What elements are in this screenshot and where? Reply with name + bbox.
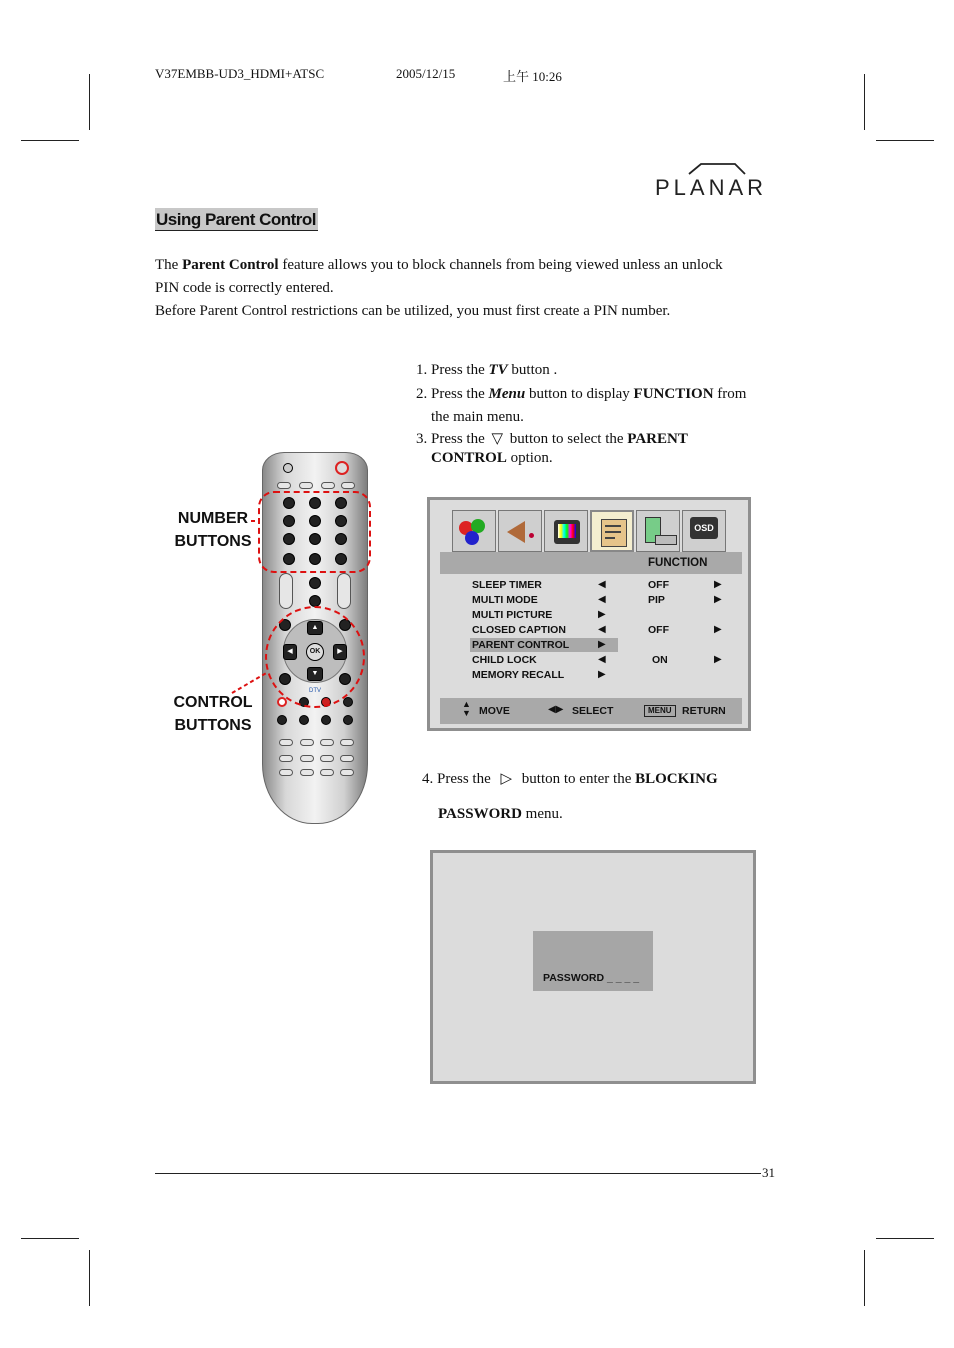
doc-date: 2005/12/15: [396, 66, 456, 81]
dtv-label: DTV: [309, 688, 321, 694]
value-sleep-timer: OFF: [648, 579, 669, 591]
step-2: 2. Press the Menu button to display FUNCTION from: [416, 386, 747, 402]
doc-id: V37EMBB-UD3_HDMI+ATSC: [155, 66, 325, 81]
menu-footer: [440, 698, 742, 724]
menu-key-icon: MENU: [644, 705, 676, 717]
menu-item-memory-recall: MEMORY RECALL: [472, 669, 565, 681]
left-right-icon: ◀▶: [548, 704, 564, 715]
step-3: 3. Press the ▽ button to select the PARENT: [416, 431, 688, 447]
picture-tab-icon: [452, 510, 496, 552]
menu-item-multi-mode: MULTI MODE: [472, 594, 538, 606]
osd-tab-icon: OSD: [682, 510, 726, 552]
down-arrow-icon: ▼: [307, 667, 323, 681]
right-arrow-icon: ▶: [714, 579, 722, 590]
right-arrow-icon: ▶: [598, 639, 606, 650]
step-3-cont: CONTROL option.: [431, 450, 553, 466]
menu-title-bar: [440, 552, 742, 574]
right-arrow-icon: ▶: [598, 609, 606, 620]
right-arrow-icon: ▶: [714, 624, 722, 635]
step-2-cont: the main menu.: [431, 409, 524, 425]
ok-button: OK: [306, 643, 324, 661]
menu-item-parent-control: PARENT CONTROL: [472, 639, 570, 651]
step-4-cont: PASSWORD menu.: [438, 806, 563, 822]
menu-item-sleep-timer: SLEEP TIMER: [472, 579, 542, 591]
right-arrow-icon: ▶: [714, 654, 722, 665]
number-buttons-label: NUMBER BUTTONS: [174, 510, 252, 550]
left-arrow-icon: ◀: [598, 654, 606, 665]
menu-item-multi-picture: MULTI PICTURE: [472, 609, 553, 621]
menu-item-closed-caption: CLOSED CAPTION: [472, 624, 566, 636]
logo-text: PLANAR: [655, 175, 768, 200]
password-label: PASSWORD _ _ _ _: [543, 972, 640, 984]
page-number: 31: [762, 1165, 775, 1180]
audio-tab-icon: [498, 510, 542, 552]
up-down-icon: ▲ ▼: [462, 699, 471, 718]
pc-tab-icon: [636, 510, 680, 552]
value-child-lock: ON: [652, 654, 668, 666]
right-triangle-icon: ▷: [500, 771, 513, 787]
menu-title: FUNCTION: [648, 557, 708, 569]
section-title: Using Parent Control: [156, 210, 317, 229]
value-closed-caption: OFF: [648, 624, 669, 636]
right-arrow-icon: ▶: [333, 644, 347, 660]
function-menu-screen: [427, 497, 751, 731]
menu-item-child-lock: CHILD LOCK: [472, 654, 537, 666]
step-1: 1. Press the TV button .: [416, 362, 558, 378]
footer-return: RETURN: [682, 705, 726, 717]
footer-rule: [155, 1173, 761, 1174]
left-arrow-icon: ◀: [598, 594, 606, 605]
up-arrow-icon: ▲: [307, 621, 323, 635]
doc-time: 上午 10:26: [503, 69, 562, 84]
down-triangle-icon: ▽: [491, 431, 504, 447]
right-arrow-icon: ▶: [714, 594, 722, 605]
value-multi-mode: PIP: [648, 594, 665, 606]
footer-move: MOVE: [479, 705, 510, 717]
step-4: 4. Press the ▷ button to enter the BLOCKING: [422, 771, 718, 787]
left-arrow-icon: ◀: [598, 624, 606, 635]
tv-tab-icon: [544, 510, 588, 552]
footer-select: SELECT: [572, 705, 614, 717]
right-arrow-icon: ▶: [598, 669, 606, 680]
function-tab-icon: [590, 510, 634, 552]
control-buttons-label: CONTROL BUTTONS: [173, 694, 253, 734]
password-screen: [430, 850, 756, 1084]
left-arrow-icon: ◀: [598, 579, 606, 590]
intro-paragraph: The Parent Control feature allows you to block channels from being viewed unless an unlock PIN code is correctly entered. Before Parent Control restrictions can be utilized, you must first create a PIN number.: [155, 257, 723, 319]
left-arrow-icon: ◀: [283, 644, 297, 660]
password-box: [533, 931, 653, 991]
